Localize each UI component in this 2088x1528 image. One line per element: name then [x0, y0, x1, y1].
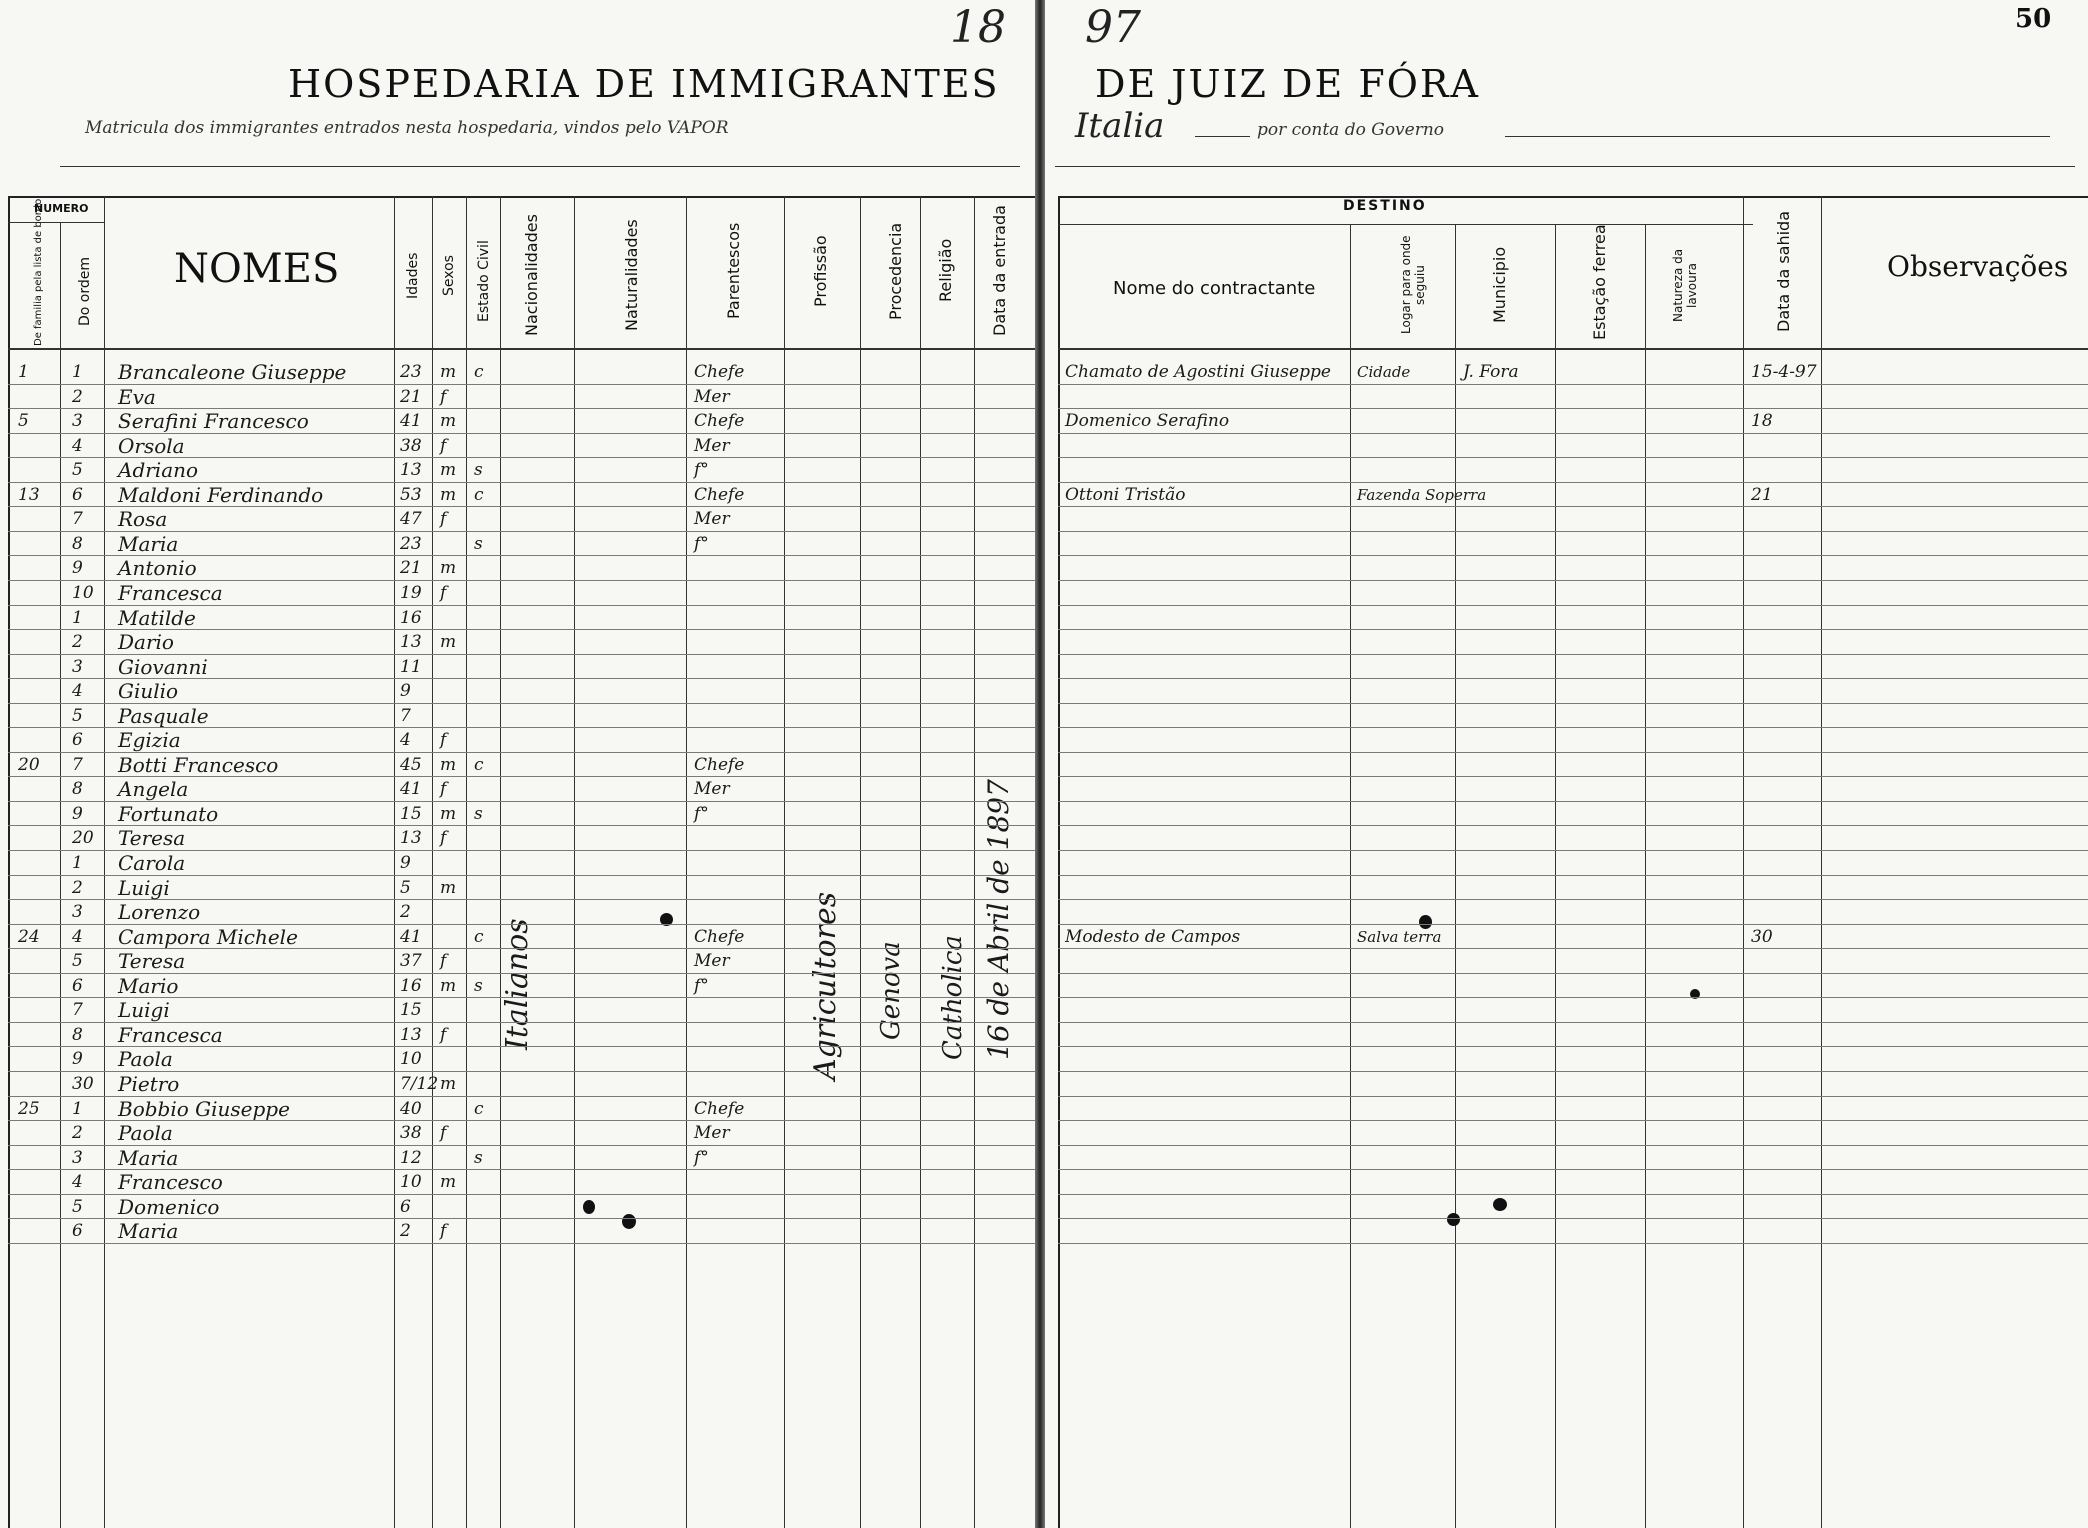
entry-ordem: 5 [72, 951, 83, 972]
entry-ordem: 2 [72, 632, 83, 653]
entry-idade: 38 [400, 435, 422, 456]
entry-idade: 37 [400, 951, 422, 972]
header-logar: Logar para onde seguiu [1399, 235, 1427, 335]
row-rule-right [1058, 924, 2088, 925]
entry-idade: 47 [400, 509, 422, 530]
row-rule-right [1058, 752, 2088, 753]
entry-nome: Dario [118, 630, 174, 655]
entry-ordem: 2 [72, 877, 83, 898]
entry-nome: Domenico [118, 1194, 220, 1219]
entry-idade: 41 [400, 411, 422, 432]
header-municipio: Municipio [1490, 246, 1509, 324]
entry-civil: s [474, 975, 483, 996]
entry-sexo: m [440, 411, 457, 432]
row-rule-right [1058, 384, 2088, 385]
entry-nome: Matilde [118, 605, 196, 630]
row-rule-right [1058, 408, 2088, 409]
header-estado-civil: Estado Civil [476, 240, 492, 322]
row-rule-right [1058, 825, 2088, 826]
row-rule-right [1058, 531, 2088, 532]
entry-idade: 16 [400, 607, 422, 628]
col-line [860, 196, 861, 1528]
col-line [104, 196, 105, 1528]
entry-parentesco: Mer [694, 779, 730, 800]
entry-idade: 10 [400, 1049, 422, 1070]
entry-sexo: m [440, 877, 457, 898]
col-line [466, 196, 467, 1528]
entry-ordem: 4 [72, 681, 83, 702]
entry-idade: 45 [400, 754, 422, 775]
entry-nome: Serafini Francesco [118, 409, 309, 434]
header-rule [1195, 136, 1250, 137]
entry-parentesco: Chefe [694, 362, 745, 382]
entry-idade: 9 [400, 853, 411, 873]
entry-nome: Botti Francesco [118, 752, 279, 777]
row-rule-right [1058, 997, 2088, 998]
entry-familia: 24 [18, 926, 40, 947]
header-estacao: Estação ferrea [1590, 224, 1609, 340]
procedencia-entry: Genova [876, 941, 906, 1040]
entry-idade: 23 [400, 533, 422, 554]
entry-parentesco: Mer [694, 1123, 730, 1144]
entry-familia: 1 [18, 362, 29, 382]
entry-familia: 25 [18, 1098, 40, 1119]
entry-sexo: m [440, 484, 457, 505]
header-bottom-line [8, 348, 1035, 350]
row-rule-right [1058, 1071, 2088, 1072]
book-gutter [1035, 0, 1045, 1528]
entry-idade: 41 [400, 779, 422, 800]
entry-idade: 10 [400, 1172, 422, 1193]
entry-parentesco: f° [694, 460, 709, 481]
col-line [1350, 224, 1351, 1528]
header-naturalidades: Naturalidades [622, 219, 641, 331]
entry-parentesco: f° [694, 803, 709, 824]
row-rule-right [1058, 948, 2088, 949]
entry-ordem: 6 [72, 730, 83, 751]
entry-idade: 13 [400, 1024, 422, 1045]
entry-idade: 2 [400, 902, 411, 923]
entry-nome: Giovanni [118, 654, 208, 679]
row-rule-right [1058, 506, 2088, 507]
row-rule-right [1058, 678, 2088, 679]
entry-contractante: Chamato de Agostini Giuseppe [1065, 362, 1331, 382]
header-parentescos: Parentescos [724, 222, 743, 320]
entry-sahida: 21 [1751, 484, 1773, 505]
entry-nome: Mario [118, 973, 179, 998]
entry-idade: 7/12 [400, 1073, 439, 1094]
entry-sexo: m [440, 558, 457, 579]
entry-nome: Brancaleone Giuseppe [118, 360, 347, 384]
title-right: DE JUIZ DE FÓRA [1095, 62, 1480, 106]
row-rule-right [1058, 727, 2088, 728]
entry-sexo: f [440, 779, 447, 800]
entry-parentesco: Mer [694, 509, 730, 530]
row-rule-right [1058, 801, 2088, 802]
entry-parentesco: Mer [694, 386, 730, 407]
entry-idade: 23 [400, 362, 422, 382]
col-line [394, 196, 395, 1528]
entry-idade: 4 [400, 730, 411, 751]
entry-sexo: m [440, 1172, 457, 1193]
row-rule-right [1058, 580, 2088, 581]
entry-nome: Lorenzo [118, 900, 201, 925]
header-do-ordem: Do ordem [77, 256, 93, 326]
entry-ordem: 8 [72, 779, 83, 800]
entry-nome: Bobbio Giuseppe [118, 1096, 290, 1121]
data-entrada-entry: 16 de Abril de 1897 [982, 779, 1015, 1060]
row-rule-right [1058, 1022, 2088, 1023]
col-line [686, 196, 687, 1528]
entry-idade: 21 [400, 386, 422, 407]
entry-logar: Fazenda Soperra [1357, 485, 1487, 504]
entry-nome: Paola [118, 1047, 173, 1072]
numero-underline [8, 222, 104, 223]
entry-contractante: Ottoni Tristão [1065, 484, 1186, 505]
entry-nome: Luigi [118, 998, 170, 1023]
entry-ordem: 9 [72, 1049, 83, 1070]
row-rule-right [1058, 1169, 2088, 1170]
header-natureza: Natureza da lavoura [1671, 248, 1699, 322]
entry-idade: 5 [400, 877, 411, 898]
entry-sexo: f [440, 828, 447, 849]
title-left: HOSPEDARIA DE IMMIGRANTES [288, 62, 1000, 106]
header-rule [1505, 136, 2050, 137]
header-rule-left [60, 166, 1020, 167]
entry-nome: Maria [118, 531, 179, 556]
conta-text: por conta do Governo [1257, 120, 1445, 140]
header-observacoes: Observações [1887, 250, 2069, 283]
entry-idade: 13 [400, 828, 422, 849]
entry-nome: Pasquale [118, 703, 209, 728]
entry-ordem: 4 [72, 1172, 83, 1193]
entry-nome: Maria [118, 1219, 179, 1244]
entry-ordem: 9 [72, 803, 83, 824]
entry-civil: s [474, 460, 483, 481]
header-de-familia: De familia pela lista de bordo [33, 198, 44, 346]
entry-parentesco: Mer [694, 951, 730, 972]
entry-idade: 38 [400, 1123, 422, 1144]
col-line [432, 196, 433, 1528]
row-rule-right [1058, 1046, 2088, 1047]
header-sexos: Sexos [441, 255, 457, 297]
row-rule-right [1058, 1120, 2088, 1121]
entry-idade: 16 [400, 975, 422, 996]
entry-ordem: 7 [72, 509, 83, 530]
entry-nome: Francesca [118, 1022, 223, 1047]
entry-civil: c [474, 926, 484, 947]
right-page [1045, 0, 2088, 1528]
entry-ordem: 4 [72, 926, 83, 947]
entry-municipio: J. Fora [1463, 362, 1519, 382]
entry-sexo: m [440, 632, 457, 653]
entry-nome: Egizia [118, 728, 181, 753]
entry-parentesco: f° [694, 1147, 709, 1168]
header-numero: NUMERO [34, 202, 89, 215]
entry-idade: 15 [400, 803, 422, 824]
entry-contractante: Modesto de Campos [1065, 926, 1241, 947]
entry-ordem: 2 [72, 386, 83, 407]
entry-nome: Francesco [118, 1170, 223, 1195]
entry-ordem: 1 [72, 607, 83, 628]
entry-sexo: f [440, 1123, 447, 1144]
col-line [574, 196, 575, 1528]
entry-nome: Francesca [118, 580, 223, 605]
col-line [1645, 224, 1646, 1528]
row-rule-right [1058, 899, 2088, 900]
page-number: 50 [2015, 4, 2052, 34]
header-nacionalidades: Nacionalidades [522, 214, 541, 336]
entry-idade: 41 [400, 926, 422, 947]
entry-idade: 21 [400, 558, 422, 579]
year-part-1: 18 [950, 2, 1006, 53]
header-idades: Idades [405, 252, 421, 300]
entry-sexo: f [440, 1024, 447, 1045]
entry-civil: c [474, 484, 484, 505]
entry-ordem: 20 [72, 828, 94, 849]
entry-civil: c [474, 754, 484, 775]
entry-ordem: 8 [72, 1024, 83, 1045]
row-rule-right [1058, 654, 2088, 655]
entry-ordem: 1 [72, 1098, 83, 1119]
entry-nome: Giulio [118, 679, 179, 704]
row-rule-right [1058, 555, 2088, 556]
row-rule-right [1058, 1145, 2088, 1146]
entry-nome: Rosa [118, 507, 168, 532]
entry-parentesco: Chefe [694, 754, 745, 775]
entry-ordem: 6 [72, 1221, 83, 1242]
entry-idade: 40 [400, 1098, 422, 1119]
row-rule-right [1058, 433, 2088, 434]
ink-blot [583, 1200, 595, 1214]
entry-ordem: 5 [72, 705, 83, 726]
entry-nome: Orsola [118, 433, 185, 458]
entry-sexo: f [440, 509, 447, 530]
entry-parentesco: Chefe [694, 411, 745, 432]
entry-sexo: m [440, 975, 457, 996]
entry-parentesco: Chefe [694, 484, 745, 505]
entry-ordem: 6 [72, 975, 83, 996]
right-table [1058, 196, 2088, 1528]
entry-nome: Teresa [118, 826, 186, 851]
header-procedencia: Procedencia [886, 222, 905, 320]
entry-idade: 2 [400, 1221, 411, 1242]
ink-blot [622, 1214, 636, 1229]
nacionalidade-entry: Italianos [500, 918, 535, 1050]
col-line [1455, 224, 1456, 1528]
entry-parentesco: Mer [694, 435, 730, 456]
entry-ordem: 10 [72, 582, 94, 603]
entry-idade: 13 [400, 460, 422, 481]
row-rule-right [1058, 1194, 2088, 1195]
entry-sahida: 15-4-97 [1751, 362, 1817, 382]
entry-sexo: m [440, 803, 457, 824]
entry-idade: 11 [400, 656, 422, 677]
ink-blot [1493, 1198, 1507, 1211]
header-rule [1055, 166, 2075, 167]
entry-nome: Maldoni Ferdinando [118, 482, 324, 507]
row-rule-right [1058, 457, 2088, 458]
entry-ordem: 7 [72, 754, 83, 775]
entry-sexo: m [440, 754, 457, 775]
header-destino: DESTINO [1343, 198, 1427, 214]
entry-ordem: 4 [72, 435, 83, 456]
entry-nome: Antonio [118, 556, 197, 581]
entry-nome: Fortunato [118, 801, 219, 826]
row-rule-right [1058, 703, 2088, 704]
row-rule-right [1058, 605, 2088, 606]
entry-idade: 53 [400, 484, 422, 505]
entry-civil: c [474, 1098, 484, 1119]
entry-ordem: 2 [72, 1123, 83, 1144]
row-rule-right [1058, 482, 2088, 483]
profissao-entry: Agricultores [808, 891, 843, 1080]
row-rule-right [1058, 776, 2088, 777]
col-line [1821, 196, 1822, 1528]
entry-sexo: f [440, 730, 447, 751]
entry-ordem: 3 [72, 411, 83, 432]
entry-familia: 20 [18, 754, 40, 775]
year-part-2: 97 [1085, 2, 1141, 53]
entry-sexo: f [440, 951, 447, 972]
entry-nome: Luigi [118, 875, 170, 900]
entry-sexo: f [440, 435, 447, 456]
entry-ordem: 5 [72, 1196, 83, 1217]
entry-nome: Pietro [118, 1071, 180, 1096]
entry-familia: 13 [18, 484, 40, 505]
entry-ordem: 1 [72, 362, 83, 382]
entry-civil: s [474, 1147, 483, 1168]
header-data-entrada: Data da entrada [990, 205, 1009, 336]
entry-civil: c [474, 362, 484, 382]
col-line [1743, 196, 1744, 1528]
entry-sexo: f [440, 386, 447, 407]
entry-idade: 13 [400, 632, 422, 653]
row-rule-right [1058, 1096, 2088, 1097]
header-religiao: Religião [936, 238, 955, 302]
destino-underline [1058, 224, 1753, 225]
entry-logar: Cidade [1357, 363, 1411, 381]
entry-sexo: m [440, 460, 457, 481]
entry-sexo: m [440, 1073, 457, 1094]
entry-nome: Teresa [118, 949, 186, 974]
entry-sahida: 30 [1751, 926, 1773, 947]
entry-nome: Campora Michele [118, 924, 298, 949]
entry-contractante: Domenico Serafino [1065, 411, 1230, 432]
header-bottom-line [1058, 348, 2088, 350]
header-profissao: Profissão [811, 235, 830, 307]
entry-nome: Angela [118, 777, 189, 802]
entry-idade: 9 [400, 681, 411, 702]
entry-ordem: 7 [72, 1000, 83, 1021]
entry-ordem: 30 [72, 1073, 94, 1094]
entry-parentesco: Chefe [694, 926, 745, 947]
entry-ordem: 3 [72, 902, 83, 923]
entry-ordem: 5 [72, 460, 83, 481]
entry-nome: Eva [118, 384, 156, 409]
entry-idade: 15 [400, 1000, 422, 1021]
row-rule-right [1058, 1218, 2088, 1219]
col-line [974, 196, 975, 1528]
row-rule-right [1058, 850, 2088, 851]
entry-sexo: f [440, 582, 447, 603]
entry-sexo: m [440, 362, 457, 382]
col-line [1555, 224, 1556, 1528]
entry-ordem: 3 [72, 656, 83, 677]
entry-parentesco: Chefe [694, 1098, 745, 1119]
entry-nome: Adriano [118, 458, 199, 483]
entry-idade: 12 [400, 1147, 422, 1168]
entry-nome: Paola [118, 1121, 173, 1146]
col-line [920, 196, 921, 1528]
entry-civil: s [474, 803, 483, 824]
entry-idade: 7 [400, 705, 411, 726]
entry-sahida: 18 [1751, 411, 1773, 432]
entry-civil: s [474, 533, 483, 554]
entry-nome: Maria [118, 1145, 179, 1170]
matricula-text: Matricula dos immigrantes entrados nesta hospedaria, vindos pelo VAPOR [85, 118, 729, 138]
row-rule-right [1058, 875, 2088, 876]
header-nomes: NOMES [174, 246, 340, 292]
col-line [784, 196, 785, 1528]
entry-parentesco: f° [694, 975, 709, 996]
header-nome-contractante: Nome do contractante [1113, 278, 1316, 299]
entry-familia: 5 [18, 411, 29, 432]
entry-ordem: 6 [72, 484, 83, 505]
entry-ordem: 9 [72, 558, 83, 579]
entry-nome: Carola [118, 851, 186, 875]
ink-blot [1447, 1213, 1460, 1226]
entry-ordem: 3 [72, 1147, 83, 1168]
entry-idade: 19 [400, 582, 422, 603]
entry-ordem: 1 [72, 853, 83, 873]
row-rule-right [1058, 1243, 2088, 1244]
entry-sexo: f [440, 1221, 447, 1242]
entry-parentesco: f° [694, 533, 709, 554]
nationality-hand: Italia [1075, 106, 1165, 146]
entry-idade: 6 [400, 1196, 411, 1217]
entry-ordem: 8 [72, 533, 83, 554]
header-data-sahida: Data da sahida [1774, 210, 1793, 332]
row-rule-right [1058, 973, 2088, 974]
religiao-entry: Catholica [938, 935, 968, 1060]
entry-logar: Salva terra [1357, 927, 1442, 946]
row-rule-right [1058, 629, 2088, 630]
